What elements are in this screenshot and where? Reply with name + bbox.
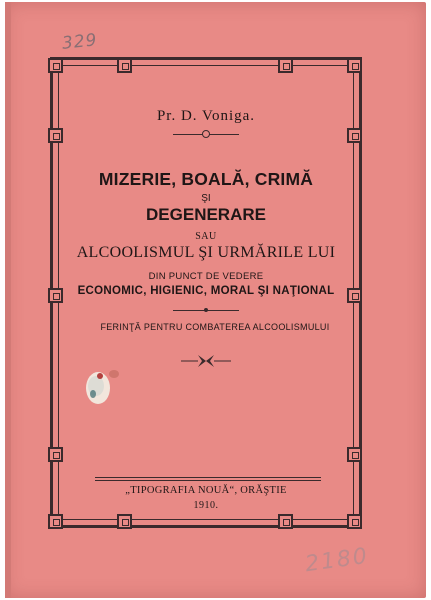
conjunction-sau: SAU <box>195 231 217 242</box>
frame-ornament-top-right <box>347 58 362 73</box>
frame-ornament-left-lower <box>48 447 63 462</box>
pencil-note-top: 329 <box>61 30 99 54</box>
title-line-2: DEGENERARE <box>146 205 266 224</box>
frame-ornament-left-upper <box>48 128 63 143</box>
frame-ornament-top-left <box>48 58 63 73</box>
author: Pr. D. Voniga. <box>156 108 256 124</box>
title-line-3: ALCOOLISMUL ŞI URMĂRILE LUI <box>76 244 336 261</box>
imprint-rule-top <box>95 477 321 478</box>
cover-edge <box>5 2 11 598</box>
frame-ornament-left-mid <box>48 288 63 303</box>
fleuron-icon <box>181 354 231 368</box>
pencil-note-bottom: 2180 <box>303 543 371 578</box>
title-page-content <box>66 103 346 368</box>
printer-imprint: „TIPOGRAFIA NOUĂ“, ORĂŞTIE <box>125 485 287 496</box>
dot-rule <box>173 307 239 313</box>
subtitle-3: FERINŢĂ PENTRU COMBATEREA ALCOOLISMULUI <box>100 322 330 332</box>
frame-ornament-top-mid-left <box>117 58 132 73</box>
subtitle-2: ECONOMIC, HIGIENIC, MORAL ŞI NAŢIONAL <box>77 285 335 297</box>
frame-ornament-bottom-left <box>48 514 63 529</box>
frame-ornament-bottom-mid-right <box>278 514 293 529</box>
imprint-rule-bottom <box>95 480 321 481</box>
library-stamp-icon <box>78 360 122 410</box>
frame-ornament-right-lower <box>347 447 362 462</box>
frame-ornament-right-mid <box>347 288 362 303</box>
subtitle-1: DIN PUNCT DE VEDERE <box>148 271 264 282</box>
ornament-rule <box>173 129 239 139</box>
frame-ornament-right-upper <box>347 128 362 143</box>
frame-ornament-bottom-right <box>347 514 362 529</box>
publication-year: 1910. <box>193 500 219 511</box>
conjunction-si: ŞI <box>201 193 211 204</box>
frame-ornament-top-mid-right <box>278 58 293 73</box>
frame-ornament-bottom-mid-left <box>117 514 132 529</box>
title-line-1: MIZERIE, BOALĂ, CRIMĂ <box>98 169 314 189</box>
